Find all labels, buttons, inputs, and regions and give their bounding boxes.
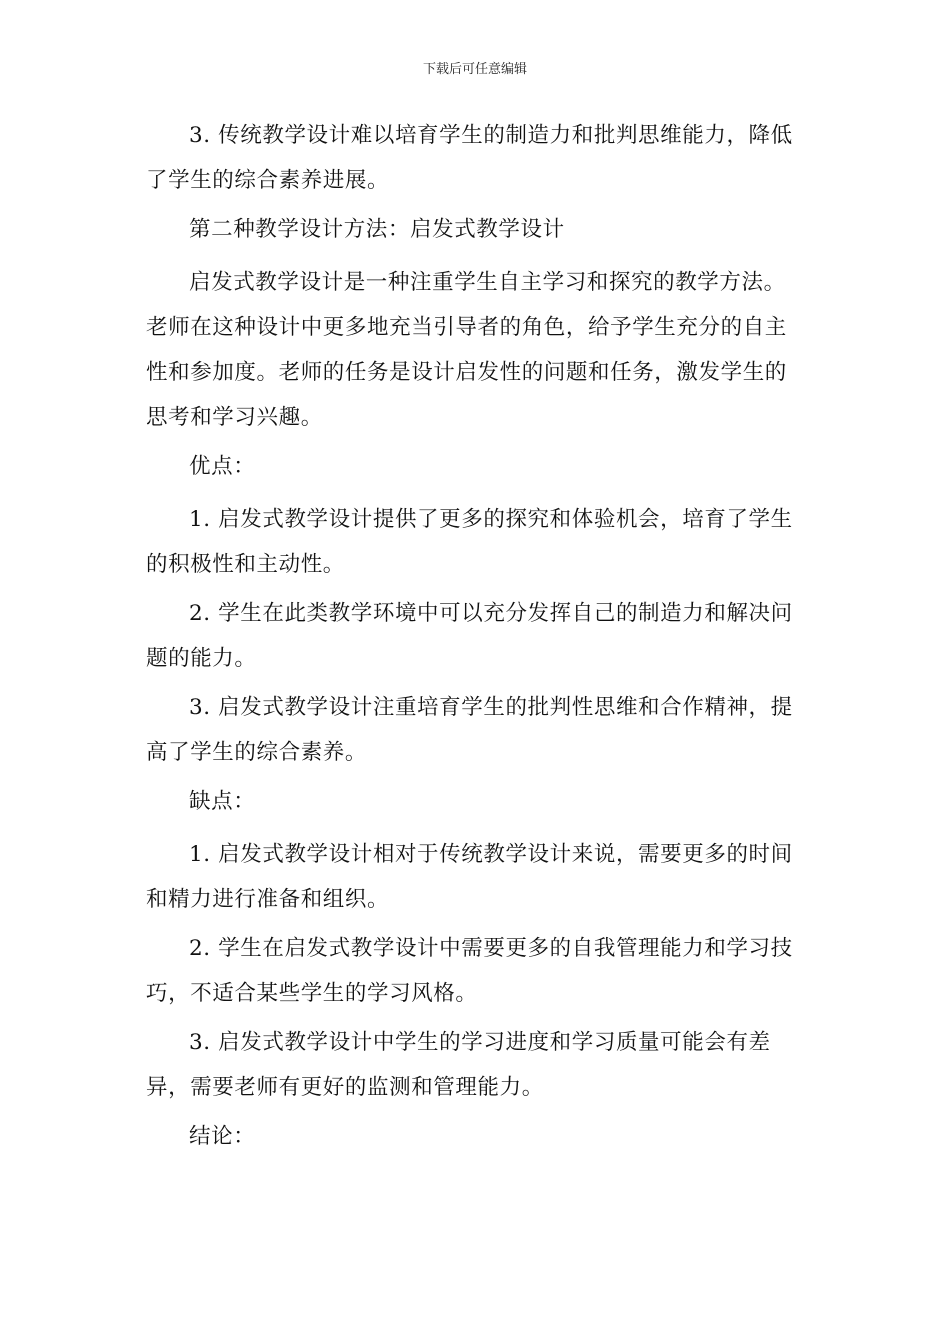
advantage-item-3: 3. 启发式教学设计注重培育学生的批判性思维和合作精神，提高了学生的综合素养。 <box>146 695 793 765</box>
page-header: 下载后可任意编辑 <box>422 62 527 77</box>
paragraph-traditional-drawback-3: 3. 传统教学设计难以培育学生的制造力和批判思维能力，降低了学生的综合素养进展。 <box>146 123 793 193</box>
advantage-item-1: 1. 启发式教学设计提供了更多的探究和体验机会，培育了学生的积极性和主动性。 <box>146 507 793 577</box>
conclusion-heading: 结论： <box>189 1124 256 1149</box>
disadvantages-heading: 缺点： <box>189 789 256 814</box>
disadvantage-item-2: 2. 学生在启发式教学设计中需要更多的自我管理能力和学习技巧，不适合某些学生的学习风格。 <box>146 936 793 1006</box>
advantage-item-2: 2. 学生在此类教学环境中可以充分发挥自己的制造力和解决问题的能力。 <box>146 601 793 671</box>
advantages-heading: 优点： <box>189 454 256 479</box>
section-heading-heuristic-design: 第二种教学设计方法：启发式教学设计 <box>189 217 565 242</box>
document-body <box>146 113 806 1167</box>
disadvantage-item-1: 1. 启发式教学设计相对于传统教学设计来说，需要更多的时间和精力进行准备和组织。 <box>146 842 793 912</box>
paragraph-heuristic-intro: 启发式教学设计是一种注重学生自主学习和探究的教学方法。老师在这种设计中更多地充当引导者的角色，给予学生充分的自主性和参加度。老师的任务是设计启发性的问题和任务，激发学生的思考和学习兴趣。 <box>146 270 787 430</box>
disadvantage-item-3: 3. 启发式教学设计中学生的学习进度和学习质量可能会有差异，需要老师有更好的监测和管理能力。 <box>146 1030 771 1100</box>
